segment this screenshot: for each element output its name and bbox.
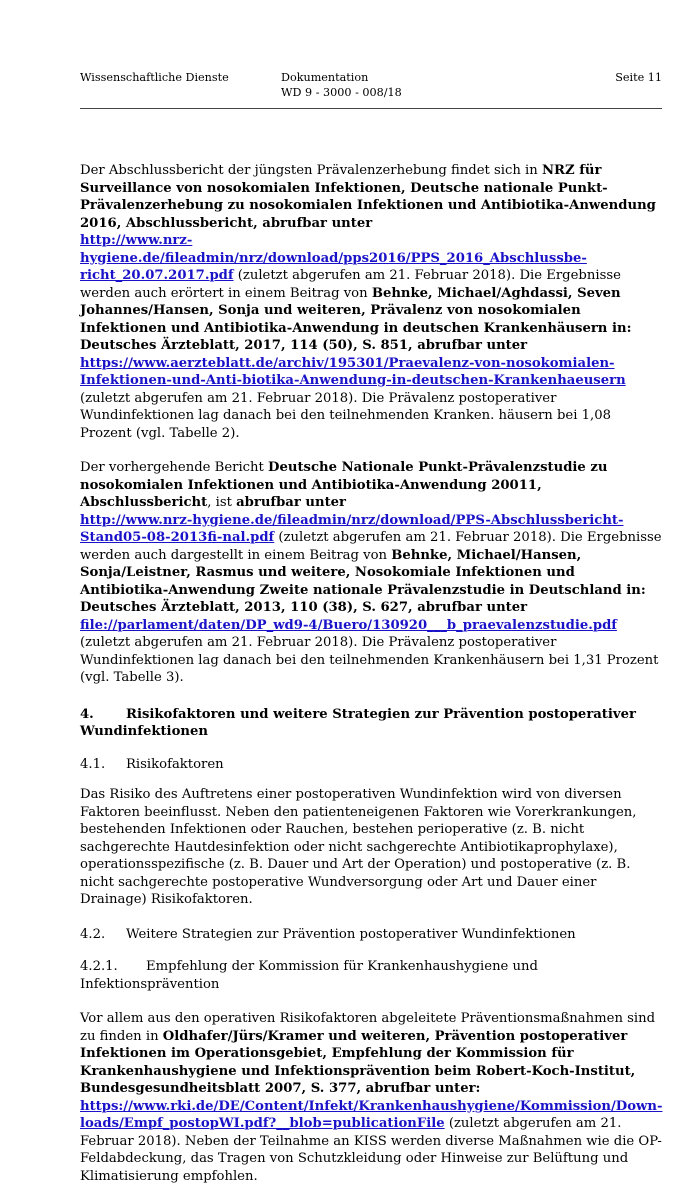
text-run: Vor allem aus den operativen Risikofaktoren abgeleitete Präventionsmaßnahmen sind zu finden in — [80, 1011, 656, 1044]
citation-bold: Oldhafer/Jürs/Kramer und weiteren, Prävention postoperativer Infektionen im Operationsgebiet, Empfehlung der Kommission für Krankenhaushygiene und Infektionsprävention beim Robert-Koch-Institut, Bundesgesundheitsblatt 2007, S. 377, abrufbar unter: — [80, 1028, 636, 1096]
citation-bold: NRZ für Surveillance von nosokomialen Infektionen, Deutsche nationale Punkt-Prävalenzerhebung zu nosokomialen Infektionen und Antibiotika-Anwendung 2016, Abschlussbericht, abrufbar unter — [80, 163, 656, 231]
link-praevalenzstudie-file[interactable]: file://parlament/daten/DP_wd9-4/Buero/130920___b_praevalenzstudie.pdf — [80, 617, 617, 633]
section-number: 4.1. — [80, 756, 106, 772]
section-title: Empfehlung der Kommission für Krankenhaushygiene und Infektionsprävention — [80, 959, 538, 992]
text-run: (zuletzt abgerufen am 21. Februar 2018). Neben der Teilnahme an KISS werden diverse Maßnahmen wie die OP-Feldabdeckung, das Tragen von Schutzkleidung oder Hinweise zur Belüftung und Klimatisierung empfohlen. — [80, 1116, 662, 1184]
citation-bold: Deutsche Nationale Punkt-Prävalenzstudie zu nosokomialen Infektionen und Antibiotika-Anwendung 20011, Abschlussbericht — [80, 460, 608, 510]
text-run: Der Abschlussbericht der jüngsten Prävalenzerhebung findet sich in — [80, 163, 542, 178]
text-run: , ist — [207, 495, 237, 510]
header-doc-type: Dokumentation — [281, 71, 369, 84]
paragraph-risk-factors: Das Risiko des Auftretens einer postoperativen Wundinfektion wird von diversen Faktoren beeinflusst. Neben den patienteneigenen Faktoren wie Vorerkrankungen, bestehenden Infektionen oder Rauchen, bestehen perioperative (z. B. nicht sachgerechte Hautdesinfektion oder nicht sachgerechte Antibiotikaprophylaxe), operationsspezifische (z. B. Dauer und Art der Operation) und postoperative (z. B. nicht sachgerechte postoperative Wundversorgung oder Art und Dauer einer Drainage) Risikofaktoren. — [80, 787, 637, 907]
header-doc-id: WD 9 - 3000 - 008/18 — [281, 86, 402, 99]
section-title: Weitere Strategien zur Prävention postoperativer Wundinfektionen — [126, 926, 576, 942]
text-run: (zuletzt abgerufen am 21. Februar 2018). Die Ergebnisse werden auch erörtert in einem Beitrag von — [80, 268, 621, 301]
link-rki-recommendation[interactable]: https://www.rki.de/DE/Content/Infekt/Krankenhaushygiene/Kommission/Down-loads/Empf_postopWI.pdf?__blob=publicationFile — [80, 1098, 663, 1131]
section-number: 4.2.1. — [80, 959, 118, 974]
text-run: (zuletzt abgerufen am 21. Februar 2018). Die Ergebnisse werden auch dargestellt in einem Beitrag von — [80, 530, 662, 563]
paragraph-pps-2016 — [80, 162, 662, 442]
citation-bold: Behnke, Michael/Aghdassi, Seven Johannes/Hansen, Sonja und weiteren, Prävalenz von nosokomialen Infektionen und Antibiotika-Anwendung in deutschen Krankenhäusern in: Deutsches Ärzteblatt, 2017, 114 (50), S. 851, abrufbar unter — [80, 285, 632, 353]
paragraph-krinko-recommendation — [80, 1010, 662, 1185]
heading-section-4 — [80, 706, 662, 741]
heading-section-4-2-1 — [80, 958, 662, 993]
citation-bold: Behnke, Michael/Hansen, Sonja/Leistner, Rasmus und weitere, Nosokomiale Infektionen und Antibiotika-Anwendung Zweite nationale Prävalenzstudie in Deutschland in: Deutsches Ärzteblatt, 2013, 110 (38), S. 627, abrufbar unter — [80, 547, 646, 615]
link-pps2011-report[interactable]: http://www.nrz-hygiene.de/fileadmin/nrz/download/PPS-Abschlussbericht-Stand05-08-2013fi-nal.pdf — [80, 512, 624, 545]
paragraph-pps-2011 — [80, 459, 662, 687]
section-number: 4.2. — [80, 926, 106, 942]
header-page-number: Seite 11 — [615, 71, 662, 84]
citation-bold: abrufbar unter — [236, 495, 346, 510]
document-body — [80, 162, 662, 1185]
link-pps2016-report[interactable]: http://www.nrz-hygiene.de/fileadmin/nrz/download/pps2016/PPS_2016_Abschlussbe-richt_20.07.2017.pdf — [80, 233, 587, 283]
heading-section-4-2 — [80, 926, 662, 944]
header-org: Wissenschaftliche Dienste — [80, 71, 229, 84]
text-run: (zuletzt abgerufen am 21. Februar 2018). Die Prävalenz postoperativer Wundinfektionen lag danach bei den teilnehmenden Krankenhäusern bei 1,31 Prozent (vgl. Tabelle 3). — [80, 635, 659, 685]
header-divider — [80, 108, 662, 109]
text-run: (zuletzt abgerufen am 21. Februar 2018). Die Prävalenz postoperativer Wundinfektionen lag danach bei den teilnehmenden Kranken. häusern bei 1,08 Prozent (vgl. Tabelle 2). — [80, 390, 611, 441]
heading-section-4-1 — [80, 756, 662, 774]
header-doc — [281, 70, 402, 100]
text-run: Der vorhergehende Bericht — [80, 460, 269, 475]
section-number: 4. — [80, 706, 94, 722]
link-aerzteblatt-2017[interactable]: https://www.aerzteblatt.de/archiv/195301/Praevalenz-von-nosokomialen-Infektionen-und-Anti-biotika-Anwendung-in-deutschen-Krankenhaeusern — [80, 355, 626, 388]
section-title: Risikofaktoren und weitere Strategien zur Prävention postoperativer Wundinfektionen — [80, 706, 636, 739]
section-title: Risikofaktoren — [126, 756, 224, 772]
